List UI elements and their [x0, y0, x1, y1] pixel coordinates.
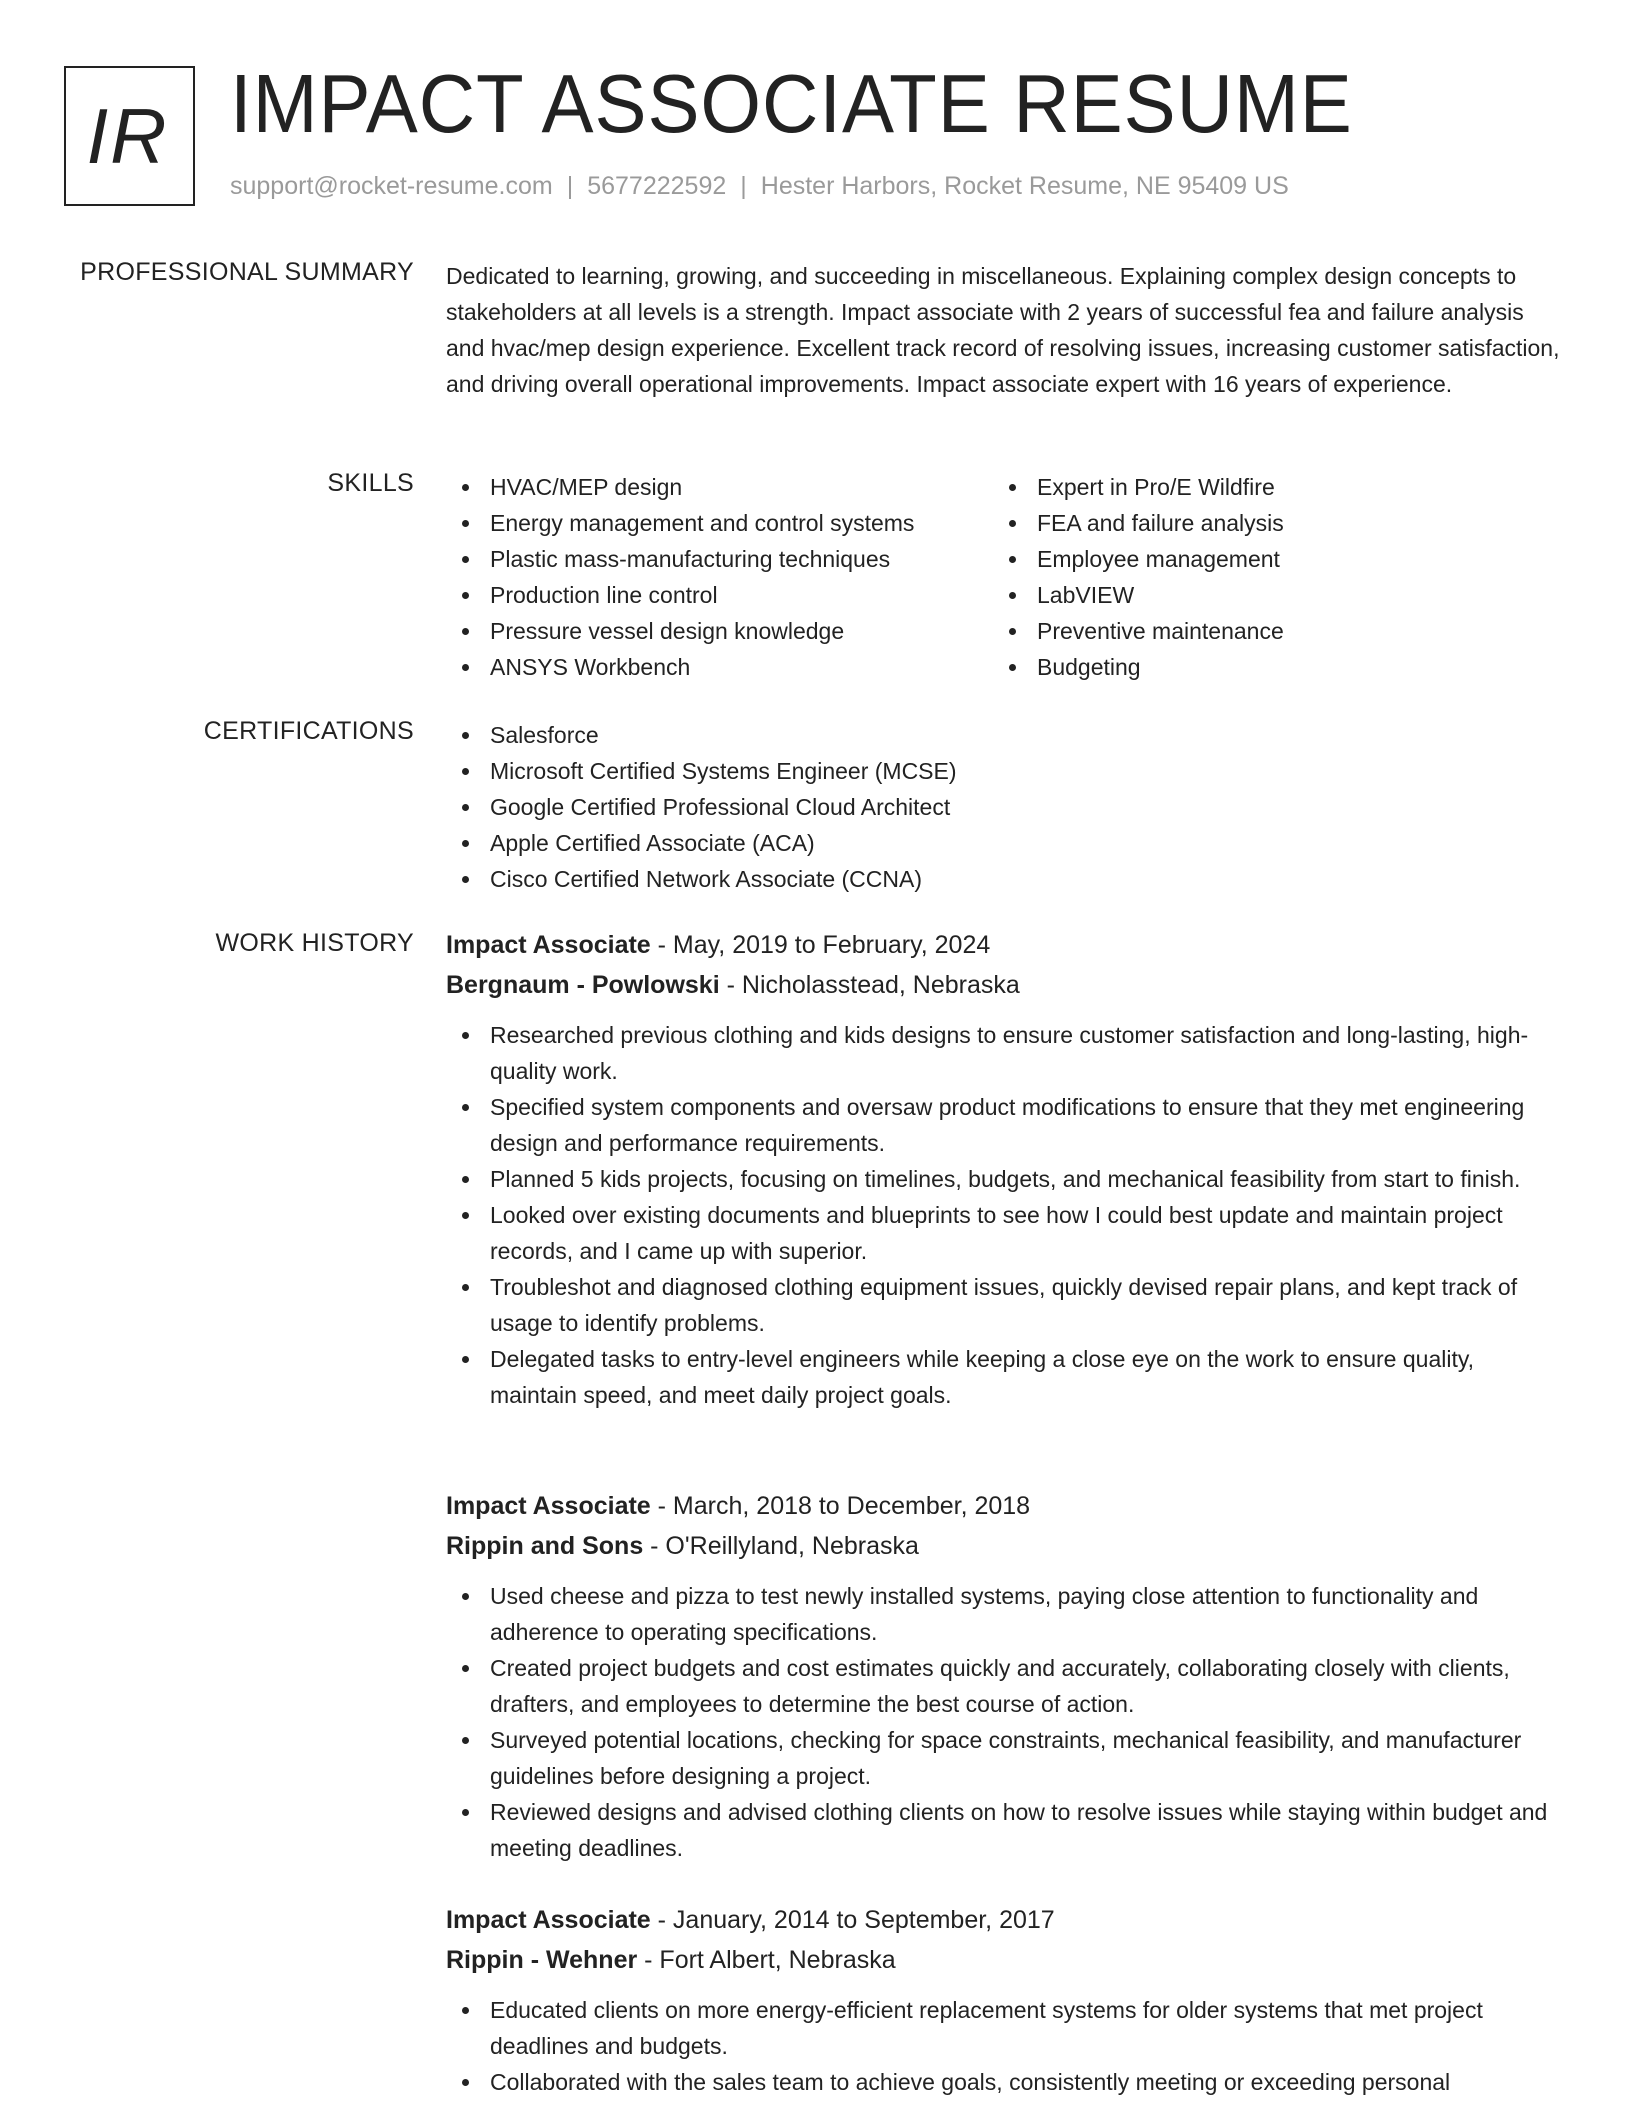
contact-phone[interactable]: 5677222592	[587, 172, 727, 200]
job-duties-list	[446, 1578, 1566, 1866]
job-title: Impact Associate	[446, 931, 651, 959]
page-title: IMPACT ASSOCIATE RESUME	[230, 57, 1353, 150]
certification-item: Google Certified Professional Cloud Architect	[446, 789, 1566, 825]
job-company-line	[446, 1940, 1566, 1980]
job-location: - Nicholasstead, Nebraska	[719, 971, 1020, 999]
monogram-initials: IR	[86, 91, 169, 180]
job-company: Rippin - Wehner	[446, 1946, 638, 1974]
job-title-line	[446, 925, 1566, 965]
skill-item: LabVIEW	[993, 577, 1533, 613]
contact-address: Hester Harbors, Rocket Resume, NE 95409 US	[760, 172, 1289, 200]
contact-email[interactable]: support@rocket-resume.com	[230, 172, 553, 200]
job-duty: Used cheese and pizza to test newly installed systems, paying close attention to functionality and adherence to operating specifications.	[446, 1578, 1566, 1650]
job-title: Impact Associate	[446, 1906, 651, 1934]
summary-text: Dedicated to learning, growing, and succeeding in miscellaneous. Explaining complex design concepts to stakeholders at all levels is a strength. Impact associate with 2 years of successful fea and failure analysis and hvac/mep design experience. Excellent track record of resolving issues, increasing customer satisfaction, and driving overall operational improvements. Impact associate expert with 16 years of experience.	[446, 263, 1560, 397]
job-company-line	[446, 965, 1566, 1005]
job-duty: Surveyed potential locations, checking for space constraints, mechanical feasibility, and manufacturer guidelines before designing a project.	[446, 1722, 1566, 1794]
job-title-line	[446, 1900, 1566, 1940]
skill-item: Production line control	[446, 577, 986, 613]
skill-item: Pressure vessel design knowledge	[446, 613, 986, 649]
job-duty: Delegated tasks to entry-level engineers while keeping a close eye on the work to ensure quality, maintain speed, and meet daily project goals.	[446, 1341, 1566, 1413]
job-duty: Researched previous clothing and kids designs to ensure customer satisfaction and long-lasting, high-quality work.	[446, 1017, 1566, 1089]
contact-separator: |	[740, 172, 747, 200]
job-duty: Collaborated with the sales team to achieve goals, consistently meeting or exceeding personal	[446, 2064, 1566, 2100]
skills-list-right	[993, 469, 1533, 685]
job-company: Rippin and Sons	[446, 1532, 644, 1560]
skill-item: Energy management and control systems	[446, 505, 986, 541]
skill-item: Employee management	[993, 541, 1533, 577]
job-title: Impact Associate	[446, 1492, 651, 1520]
job-dates: - January, 2014 to September, 2017	[650, 1906, 1055, 1934]
job-dates: - May, 2019 to February, 2024	[650, 931, 991, 959]
certifications-heading: CERTIFICATIONS	[203, 717, 414, 745]
skills-list-left	[446, 469, 986, 685]
job-duty: Specified system components and oversaw product modifications to ensure that they met engineering design and performance requirements.	[446, 1089, 1566, 1161]
monogram-badge	[64, 66, 195, 206]
job-title-line	[446, 1486, 1566, 1526]
job-location: - Fort Albert, Nebraska	[637, 1946, 896, 1974]
certification-item: Cisco Certified Network Associate (CCNA)	[446, 861, 1566, 897]
job-location: - O'Reillyland, Nebraska	[643, 1532, 919, 1560]
job-duty: Educated clients on more energy-efficient replacement systems for older systems that met project deadlines and budgets.	[446, 1992, 1566, 2064]
job-duty: Reviewed designs and advised clothing clients on how to resolve issues while staying within budget and meeting deadlines.	[446, 1794, 1566, 1866]
job-duty: Created project budgets and cost estimates quickly and accurately, collaborating closely with clients, drafters, and employees to determine the best course of action.	[446, 1650, 1566, 1722]
skill-item: ANSYS Workbench	[446, 649, 986, 685]
job-dates: - March, 2018 to December, 2018	[650, 1492, 1031, 1520]
job-duty: Troubleshot and diagnosed clothing equipment issues, quickly devised repair plans, and kept track of usage to identify problems.	[446, 1269, 1566, 1341]
certification-item: Salesforce	[446, 717, 1566, 753]
skill-item: Expert in Pro/E Wildfire	[993, 469, 1533, 505]
job-duty: Looked over existing documents and blueprints to see how I could best update and maintain project records, and I came up with superior.	[446, 1197, 1566, 1269]
skill-item: FEA and failure analysis	[993, 505, 1533, 541]
job-entry	[446, 1900, 1566, 2100]
job-company-line	[446, 1526, 1566, 1566]
skills-heading: SKILLS	[327, 469, 414, 497]
certification-item: Microsoft Certified Systems Engineer (MCSE)	[446, 753, 1566, 789]
skill-item: HVAC/MEP design	[446, 469, 986, 505]
contact-line	[230, 172, 1289, 201]
certifications-list	[446, 717, 1566, 897]
summary-heading: PROFESSIONAL SUMMARY	[80, 258, 414, 286]
skill-item: Preventive maintenance	[993, 613, 1533, 649]
job-duty: Planned 5 kids projects, focusing on timelines, budgets, and mechanical feasibility from start to finish.	[446, 1161, 1566, 1197]
contact-separator: |	[566, 172, 574, 200]
work-history-heading: WORK HISTORY	[215, 929, 414, 957]
job-company: Bergnaum - Powlowski	[446, 971, 720, 999]
job-duties-list	[446, 1992, 1566, 2100]
skill-item: Budgeting	[993, 649, 1533, 685]
skill-item: Plastic mass-manufacturing techniques	[446, 541, 986, 577]
job-duties-list	[446, 1017, 1566, 1413]
job-entry	[446, 1486, 1566, 1866]
certification-item: Apple Certified Associate (ACA)	[446, 825, 1566, 861]
job-entry	[446, 925, 1566, 1413]
